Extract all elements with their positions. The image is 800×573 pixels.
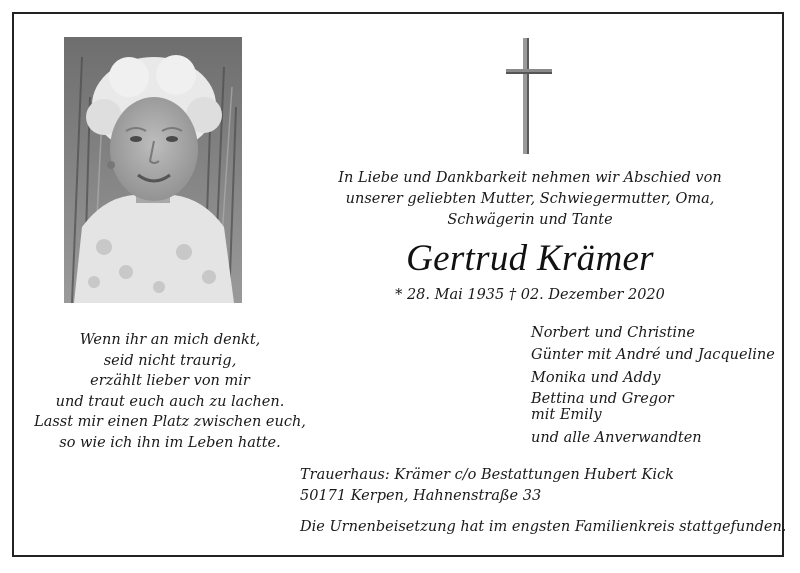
mourning-house [300,465,674,507]
mourner-entry: Norbert und Christine [531,325,695,341]
portrait-photo [64,37,242,303]
memorial-poem [20,330,320,453]
mourner-entry: Monika und Addy [531,369,661,386]
intro-line: unserer geliebten Mutter, Schwiegermutter, Oma, [345,191,715,207]
urn-burial-note: Die Urnenbeisetzung hat im engsten Familienkreis stattgefunden. [300,519,787,535]
poem-line: seid nicht traurig, [103,352,237,369]
intro-text [330,168,730,231]
intro-line: Schwägerin und Tante [447,212,613,228]
mourning-house-address: 50171 Kerpen, Hahnenstraße 33 [300,488,542,504]
portrait-image [64,37,242,303]
mourner-entry: und alle Anverwandten [531,430,702,447]
mourners-list [531,322,775,450]
mourner-entry-line: Bettina und Gregor [531,391,674,408]
deceased-name: Gertrud Krämer [406,238,654,279]
life-dates: * 28. Mai 1935 † 02. Dezember 2020 [395,287,665,303]
poem-line: so wie ich ihn im Leben hatte. [59,434,281,451]
mourner-entry: Günter mit André und Jacqueline [531,347,775,364]
mourning-house-line: Trauerhaus: Krämer c/o Bestattungen Hubert Kick [300,467,674,483]
mourner-entry [531,389,775,427]
poem-line: erzählt lieber von mir [90,373,250,389]
cross-icon [503,36,555,156]
intro-line: In Liebe und Dankbarkeit nehmen wir Abschied von [338,170,722,186]
poem-line: Wenn ihr an mich denkt, [79,332,261,348]
poem-line: und traut euch auch zu lachen. [55,393,285,410]
poem-line: Lasst mir einen Platz zwischen euch, [34,414,306,430]
mourner-entry-line: mit Emily [531,406,602,423]
